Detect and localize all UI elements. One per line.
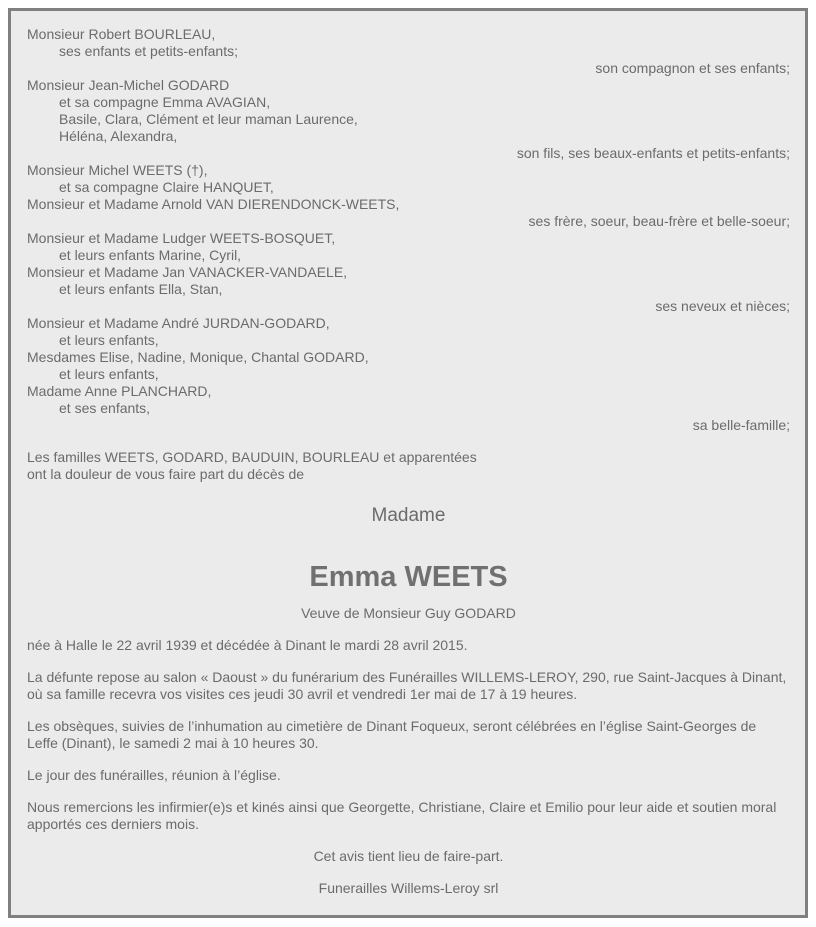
family-member-line: Monsieur Michel WEETS (†), <box>27 162 208 178</box>
family-list <box>27 26 790 434</box>
family-member-line: Héléna, Alexandra, <box>59 128 178 144</box>
family-member-line: Monsieur et Madame André JURDAN-GODARD, <box>27 315 330 331</box>
family-relation-line: son compagnon et ses enfants; <box>595 60 790 76</box>
repose-paragraph: La défunte repose au salon « Daoust » du funérarium des Funérailles WILLEMS-LEROY, 290, rue Saint-Jacques à Dinant, où sa famille recevra vos visites ces jeudi 30 avril et vendredi 1er mai de 17 à 19 heures. <box>27 669 787 702</box>
birth-death-paragraph: née à Halle le 22 avril 1939 et décédée à Dinant le mardi 28 avril 2015. <box>27 637 468 653</box>
family-member-line: Monsieur et Madame Arnold VAN DIERENDONCK-WEETS, <box>27 196 400 212</box>
family-member-line: et sa compagne Emma AVAGIAN, <box>59 94 271 110</box>
funeral-paragraph: Les obsèques, suivies de l’inhumation au cimetière de Dinant Foqueux, seront célébrées en l’église Saint-Georges de Leffe (Dinant), le samedi 2 mai à 10 heures 30. <box>27 718 757 751</box>
widow-of: Veuve de Monsieur Guy GODARD <box>301 605 516 621</box>
family-member-line: Monsieur et Madame Ludger WEETS-BOSQUET, <box>27 230 336 246</box>
family-member-line: Basile, Clara, Clément et leur maman Laurence, <box>59 111 358 127</box>
footer-note: Cet avis tient lieu de faire-part. <box>313 848 504 864</box>
family-member-line: ses enfants et petits-enfants; <box>59 43 238 59</box>
family-member-line: et ses enfants, <box>59 400 151 416</box>
deceased-title: Madame <box>371 505 446 526</box>
family-member-line: Mesdames Elise, Nadine, Monique, Chantal GODARD, <box>27 349 369 365</box>
family-member-line: Monsieur et Madame Jan VANACKER-VANDAELE, <box>27 264 348 280</box>
footer-company: Funerailles Willems-Leroy srl <box>318 880 499 896</box>
deceased-name: Emma WEETS <box>309 561 508 593</box>
family-member-line: et leurs enfants, <box>59 366 159 382</box>
family-relation-line: ses frère, soeur, beau-frère et belle-soeur; <box>528 213 790 229</box>
reunion-paragraph: Le jour des funérailles, réunion à l’église. <box>27 767 281 783</box>
family-member-line: Monsieur Robert BOURLEAU, <box>27 26 216 42</box>
family-member-line: et leurs enfants Ella, Stan, <box>59 281 223 297</box>
family-member-line: et leurs enfants Marine, Cyril, <box>59 247 242 263</box>
family-member-line: et leurs enfants, <box>59 332 159 348</box>
family-member-line: et sa compagne Claire HANQUET, <box>59 179 274 195</box>
notice-content <box>27 26 790 897</box>
announce-line-2: ont la douleur de vous faire part du décès de <box>27 466 305 482</box>
family-relation-line: ses neveux et nièces; <box>655 298 790 314</box>
obituary-notice <box>8 8 808 918</box>
family-member-line: Monsieur Jean-Michel GODARD <box>27 77 230 93</box>
family-relation-line: sa belle-famille; <box>692 417 790 433</box>
thanks-paragraph: Nous remercions les infirmier(e)s et kinés ainsi que Georgette, Christiane, Claire et Emilio pour leur aide et soutien moral apportés ces derniers mois. <box>27 799 777 832</box>
announce-line-1: Les familles WEETS, GODARD, BAUDUIN, BOURLEAU et apparentées <box>27 449 477 465</box>
family-member-line: Madame Anne PLANCHARD, <box>27 383 212 399</box>
spacer <box>27 434 790 449</box>
family-relation-line: son fils, ses beaux-enfants et petits-enfants; <box>516 145 790 161</box>
